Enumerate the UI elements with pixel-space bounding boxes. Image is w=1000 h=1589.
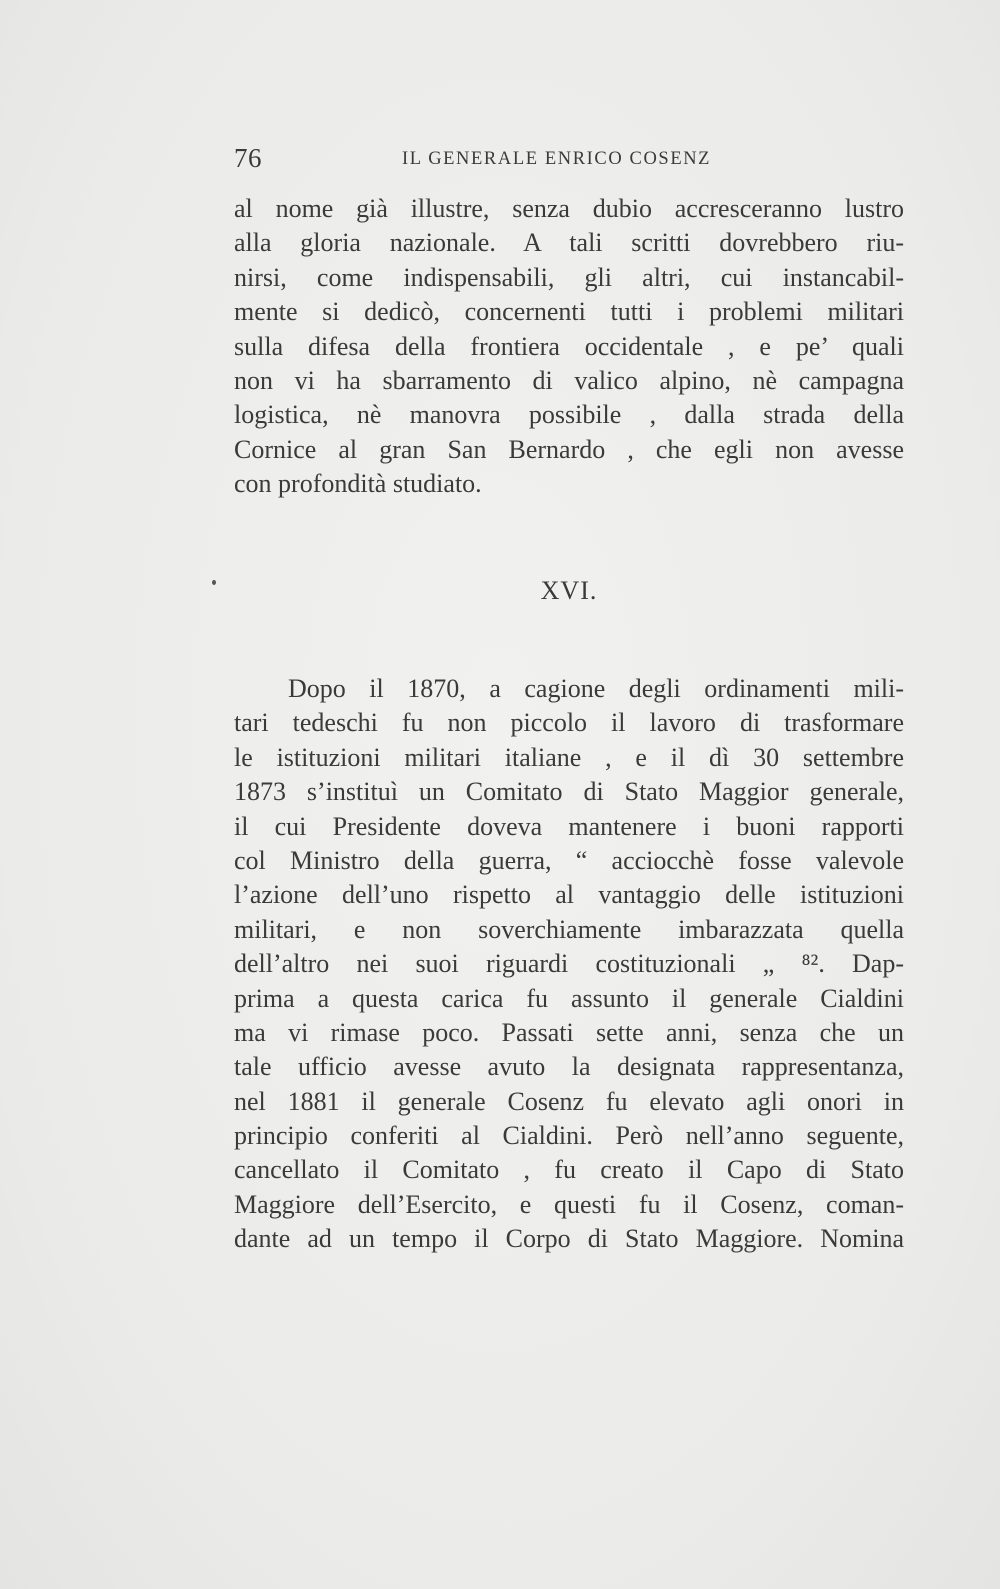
text-line: dante ad un tempo il Corpo di Stato Maggiore. Nomina xyxy=(234,1224,904,1254)
text-line: con profondità studiato. xyxy=(234,469,482,499)
text-line: alla gloria nazionale. A tali scritti dovrebbero riu- xyxy=(234,228,904,258)
text-line: logistica, nè manovra possibile , dalla strada della xyxy=(234,400,904,430)
text-line: mente si dedicò, concernenti tutti i problemi militari xyxy=(234,297,904,327)
running-header xyxy=(234,143,904,177)
section-heading: XVI. xyxy=(540,576,598,605)
text-line: prima a questa carica fu assunto il generale Cialdini xyxy=(234,983,904,1013)
text-line: l’azione dell’uno rispetto al vantaggio delle istituzioni xyxy=(234,880,904,910)
text-line: nel 1881 il generale Cosenz fu elevato agli onori in xyxy=(234,1086,904,1116)
text-line: il cui Presidente doveva mantenere i buoni rapporti xyxy=(234,811,904,841)
text-line: Dopo il 1870, a cagione degli ordinamenti mili- xyxy=(288,674,904,703)
text-line: tari tedeschi fu non piccolo il lavoro di trasformare xyxy=(234,708,904,738)
text-line: principio conferiti al Cialdini. Però nell’anno seguente, xyxy=(234,1121,904,1151)
text-line: tale ufficio avesse avuto la designata rappresentanza, xyxy=(234,1052,904,1082)
text-line: non vi ha sbarramento di valico alpino, nè campagna xyxy=(234,365,904,395)
text-line: dell’altro nei suoi riguardi costituzionali „ ⁸². Dap- xyxy=(234,949,904,979)
paragraph-body xyxy=(234,672,904,1257)
text-line: col Ministro della guerra, “ acciocchè fosse valevole xyxy=(234,845,904,875)
paragraph-continuation xyxy=(234,192,904,502)
text-line: 1873 s’instituì un Comitato di Stato Maggior generale, xyxy=(234,777,904,807)
text-line: cancellato il Comitato , fu creato il Capo di Stato xyxy=(234,1155,904,1185)
text-line: ma vi rimase poco. Passati sette anni, senza che un xyxy=(234,1017,904,1047)
text-line: sulla difesa della frontiera occidentale , e pe’ quali xyxy=(234,331,904,361)
page-number: 76 xyxy=(234,143,262,173)
text-line: al nome già illustre, senza dubio accresceranno lustro xyxy=(234,194,904,223)
text-line: le istituzioni militari italiane , e il dì 30 settembre xyxy=(234,742,904,772)
print-speck xyxy=(212,580,216,585)
text-line: Cornice al gran San Bernardo , che egli non avesse xyxy=(234,434,904,464)
text-line: militari, e non soverchiamente imbarazzata quella xyxy=(234,914,904,944)
text-line: nirsi, come indispensabili, gli altri, cui instancabil- xyxy=(234,262,904,292)
text-line: Maggiore dell’Esercito, e questi fu il Cosenz, coman- xyxy=(234,1189,904,1219)
running-title: IL GENERALE ENRICO COSENZ xyxy=(402,149,712,169)
